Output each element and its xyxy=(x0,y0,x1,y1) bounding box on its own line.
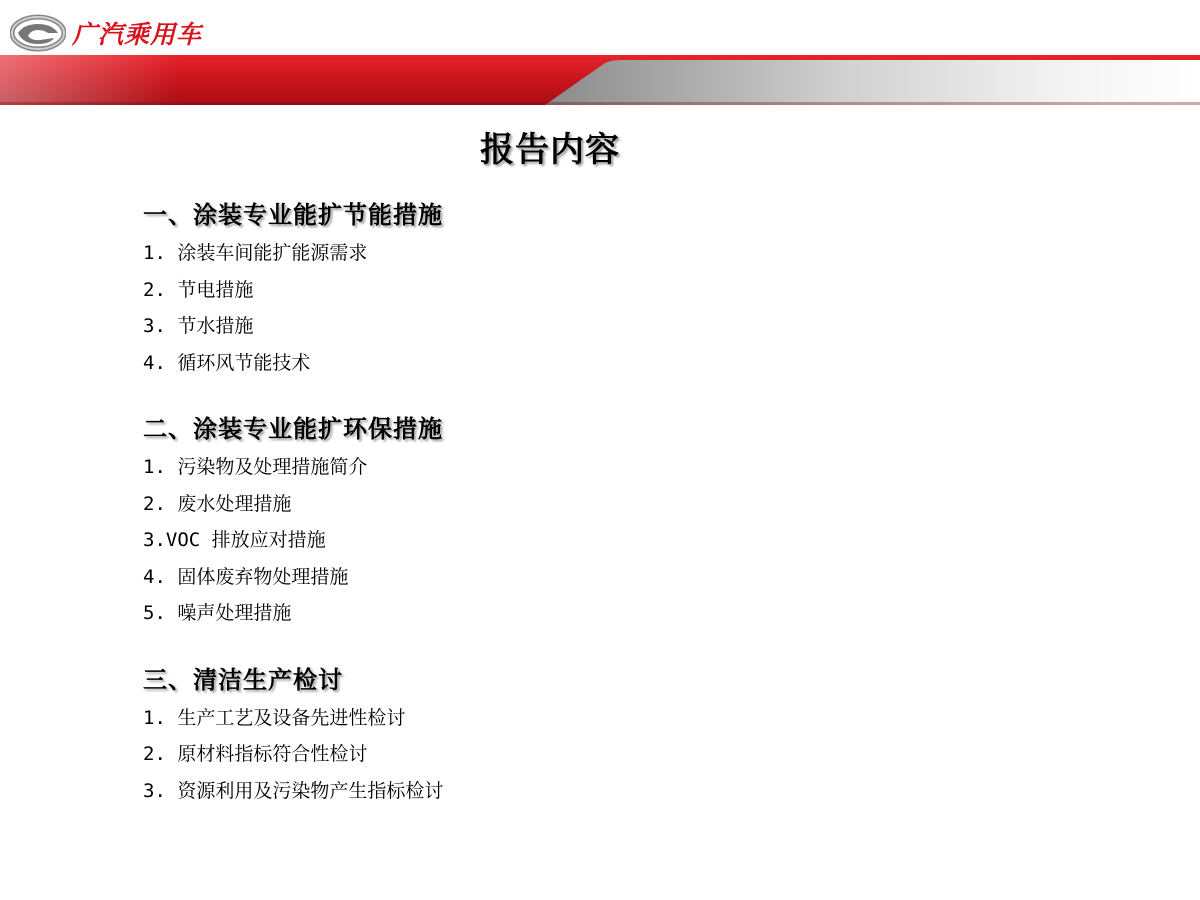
list-item: 4. 循环风节能技术 xyxy=(143,351,311,374)
list-item: 2. 节电措施 xyxy=(143,278,254,301)
list-item: 2. 原材料指标符合性检讨 xyxy=(143,743,368,765)
section-environmental xyxy=(143,409,943,632)
header-band xyxy=(0,55,1200,105)
section-clean-production xyxy=(143,660,943,810)
logo-text: 广汽乘用车 xyxy=(72,20,203,49)
section-heading: 一、涂装专业能扩节能措施 xyxy=(143,201,443,229)
section-heading: 三、清洁生产检讨 xyxy=(143,665,343,694)
page-title: 报告内容 xyxy=(480,130,620,170)
list-item: 1. 污染物及处理措施简介 xyxy=(143,456,368,478)
list-item: 1. 生产工艺及设备先进性检讨 xyxy=(143,706,406,729)
gac-logo-icon xyxy=(10,14,66,52)
list-item: 1. 涂装车间能扩能源需求 xyxy=(143,242,368,264)
report-outline xyxy=(143,195,943,837)
list-item: 2. 废水处理措施 xyxy=(143,492,292,515)
gac-logo xyxy=(10,14,202,52)
list-item: 4. 固体废弃物处理措施 xyxy=(143,565,349,588)
list-item: 5. 噪声处理措施 xyxy=(143,602,292,624)
section-energy-saving xyxy=(143,195,943,381)
list-item: 3.VOC 排放应对措施 xyxy=(143,529,326,551)
section-heading: 二、涂装专业能扩环保措施 xyxy=(143,415,443,443)
list-item: 3. 资源利用及污染物产生指标检讨 xyxy=(143,779,444,802)
slide-header xyxy=(0,0,1200,105)
list-item: 3. 节水措施 xyxy=(143,315,254,337)
